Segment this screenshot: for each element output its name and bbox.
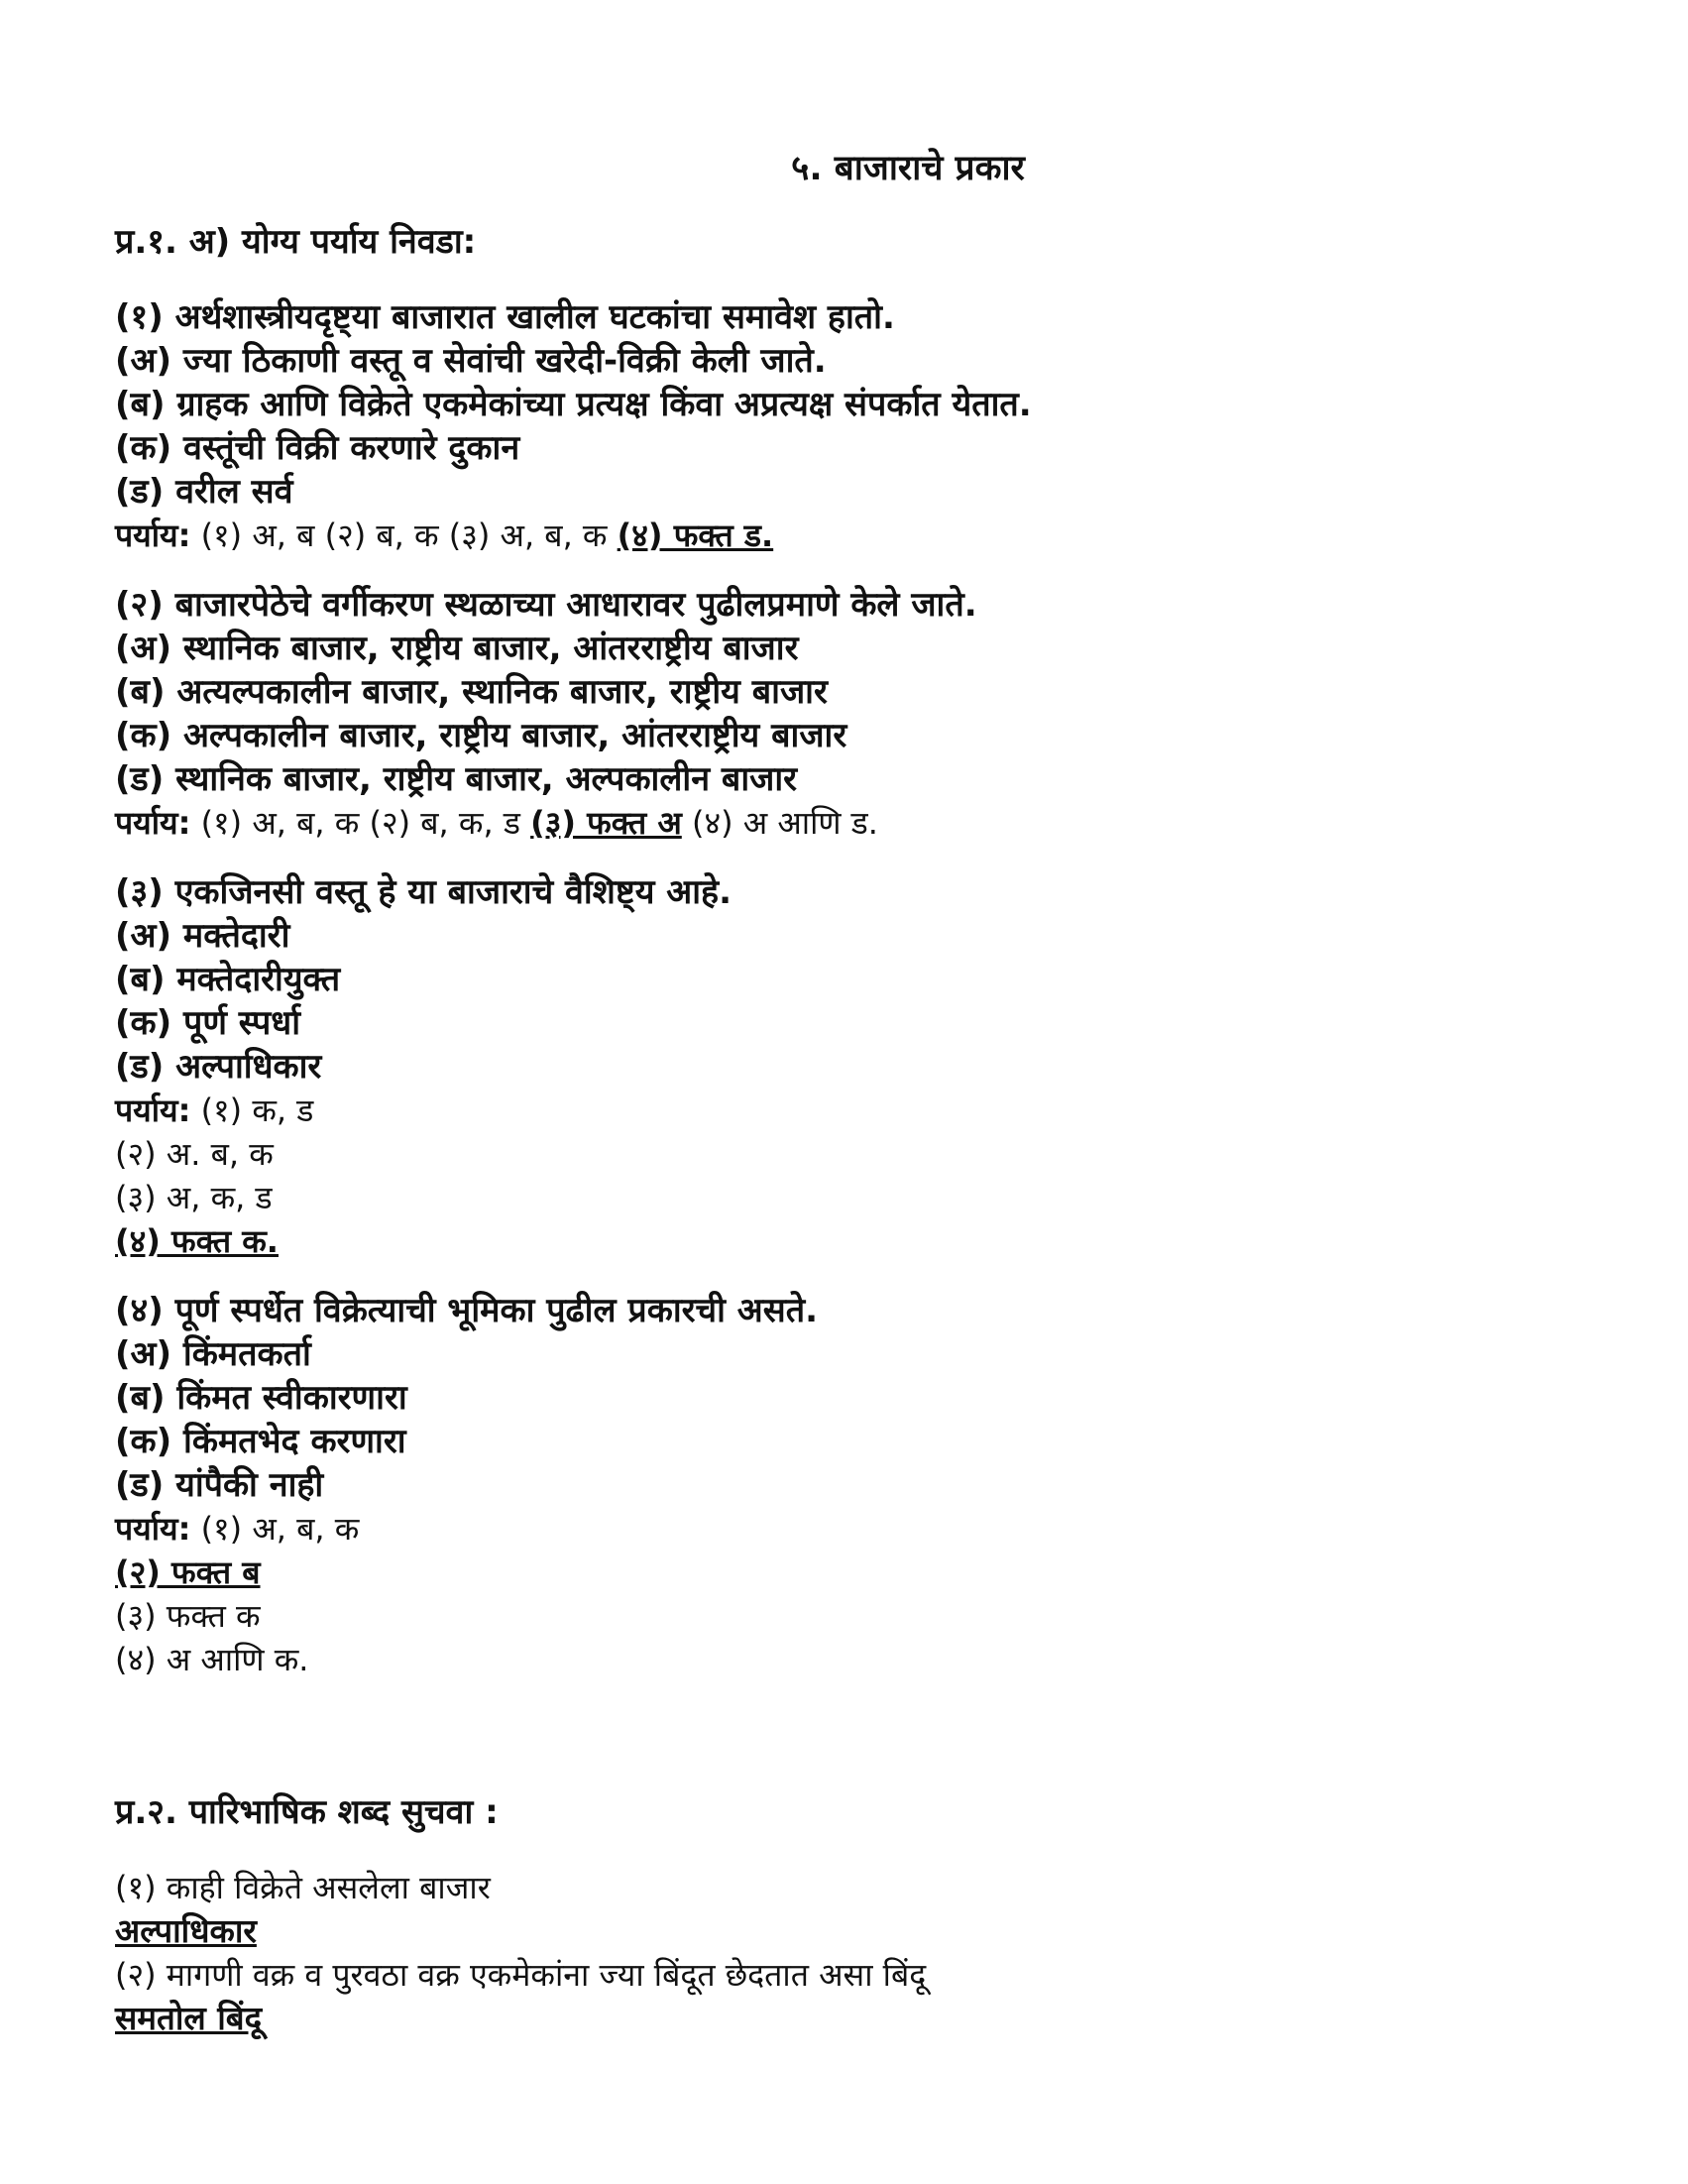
section-heading-q1: प्र.१. अ) योग्य पर्याय निवडा: bbox=[115, 222, 477, 262]
choices-label: पर्याय: bbox=[115, 804, 191, 842]
correct-answer: (४) फक्त ड. bbox=[617, 517, 774, 554]
choices-line bbox=[115, 801, 1582, 845]
question-text: (१) अर्थशास्त्रीयदृष्ट्या बाजारात खालील घटकांचा समावेश हातो. bbox=[115, 297, 895, 337]
choices-text: (१) अ, ब (२) ब, क (३) अ, ब, क bbox=[190, 517, 618, 554]
option-d: (ड) वरील सर्व bbox=[115, 472, 293, 512]
correct-answer: (३) फक्त अ bbox=[530, 804, 682, 842]
choices-line bbox=[115, 514, 1582, 557]
option-d: (ड) अल्पाधिकार bbox=[115, 1047, 322, 1087]
choices-label: पर्याय: bbox=[115, 517, 191, 554]
term-answer-1: अल्पाधिकार bbox=[115, 1911, 257, 1950]
term-answer-2: समतोल बिंदू bbox=[115, 1999, 263, 2037]
choices-line bbox=[115, 1089, 1582, 1132]
choices-text: (१) अ, ब, क (२) ब, क, ड bbox=[190, 804, 531, 842]
correct-answer: (२) फक्त ब bbox=[115, 1553, 261, 1591]
question-text: (४) पूर्ण स्पर्धेत विक्रेत्याची भूमिका पुढील प्रकारची असते. bbox=[115, 1291, 819, 1330]
term-question-2: (२) मागणी वक्र व पुरवठा वक्र एकमेकांना ज्या बिंदूत छेदतात असा बिंदू bbox=[115, 1956, 927, 1994]
choice-3: (३) अ, क, ड bbox=[115, 1179, 273, 1216]
choice-3: (३) फक्त क bbox=[115, 1597, 261, 1635]
option-b: (ब) अत्यल्पकालीन बाजार, स्थानिक बाजार, राष्ट्रीय बाजार bbox=[115, 672, 828, 712]
option-a: (अ) ज्या ठिकाणी वस्तू व सेवांची खरेदी-विक्री केली जाते. bbox=[115, 341, 827, 381]
option-d: (ड) स्थानिक बाजार, राष्ट्रीय बाजार, अल्पकालीन बाजार bbox=[115, 759, 798, 799]
choices-label: पर्याय: bbox=[115, 1092, 191, 1129]
option-c: (क) पूर्ण स्पर्धा bbox=[115, 1003, 301, 1043]
question-text: (२) बाजारपेठेचे वर्गीकरण स्थळाच्या आधारावर पुढीलप्रमाणे केले जाते. bbox=[115, 585, 977, 625]
question-text: (३) एकजिनसी वस्तू हे या बाजाराचे वैशिष्ट्य आहे. bbox=[115, 872, 731, 912]
question-2 bbox=[115, 583, 1582, 845]
option-b: (ब) ग्राहक आणि विक्रेते एकमेकांच्या प्रत्यक्ष किंवा अप्रत्यक्ष संपर्कात येतात. bbox=[115, 385, 1032, 424]
section-heading-q2: प्र.२. पारिभाषिक शब्द सुचवा : bbox=[115, 1792, 499, 1832]
option-d: (ड) यांपैकी नाही bbox=[115, 1465, 324, 1505]
question-4 bbox=[115, 1289, 1582, 1681]
option-a: (अ) स्थानिक बाजार, राष्ट्रीय बाजार, आंतरराष्ट्रीय बाजार bbox=[115, 629, 799, 668]
choices-text-after: (४) अ आणि ड. bbox=[681, 804, 878, 842]
choices-label: पर्याय: bbox=[115, 1510, 191, 1548]
option-c: (क) किंमतभेद करणारा bbox=[115, 1422, 406, 1461]
choices-text: (१) अ, ब, क bbox=[190, 1510, 360, 1548]
section-2 bbox=[115, 1790, 1582, 2040]
option-c: (क) वस्तूंची विक्री करणारे दुकान bbox=[115, 428, 520, 468]
option-c: (क) अल्पकालीन बाजार, राष्ट्रीय बाजार, आंतरराष्ट्रीय बाजार bbox=[115, 716, 847, 755]
correct-answer: (४) फक्त क. bbox=[115, 1222, 279, 1260]
term-question-1: (१) काही विक्रेते असलेला बाजार bbox=[115, 1869, 491, 1906]
choices-text: (१) क, ड bbox=[190, 1092, 314, 1129]
page-title: ५. बाजाराचे प्रकार bbox=[791, 149, 1025, 188]
option-a: (अ) किंमतकर्ता bbox=[115, 1334, 311, 1374]
choices-line bbox=[115, 1507, 1582, 1551]
option-a: (अ) मक्तेदारी bbox=[115, 916, 290, 956]
option-b: (ब) किंमत स्वीकारणारा bbox=[115, 1378, 407, 1418]
document-content bbox=[115, 147, 1582, 2040]
choice-4: (४) अ आणि क. bbox=[115, 1641, 309, 1678]
choice-2: (२) अ. ब, क bbox=[115, 1135, 274, 1173]
question-1 bbox=[115, 295, 1582, 557]
option-b: (ब) मक्तेदारीयुक्त bbox=[115, 960, 341, 999]
question-3 bbox=[115, 870, 1582, 1263]
